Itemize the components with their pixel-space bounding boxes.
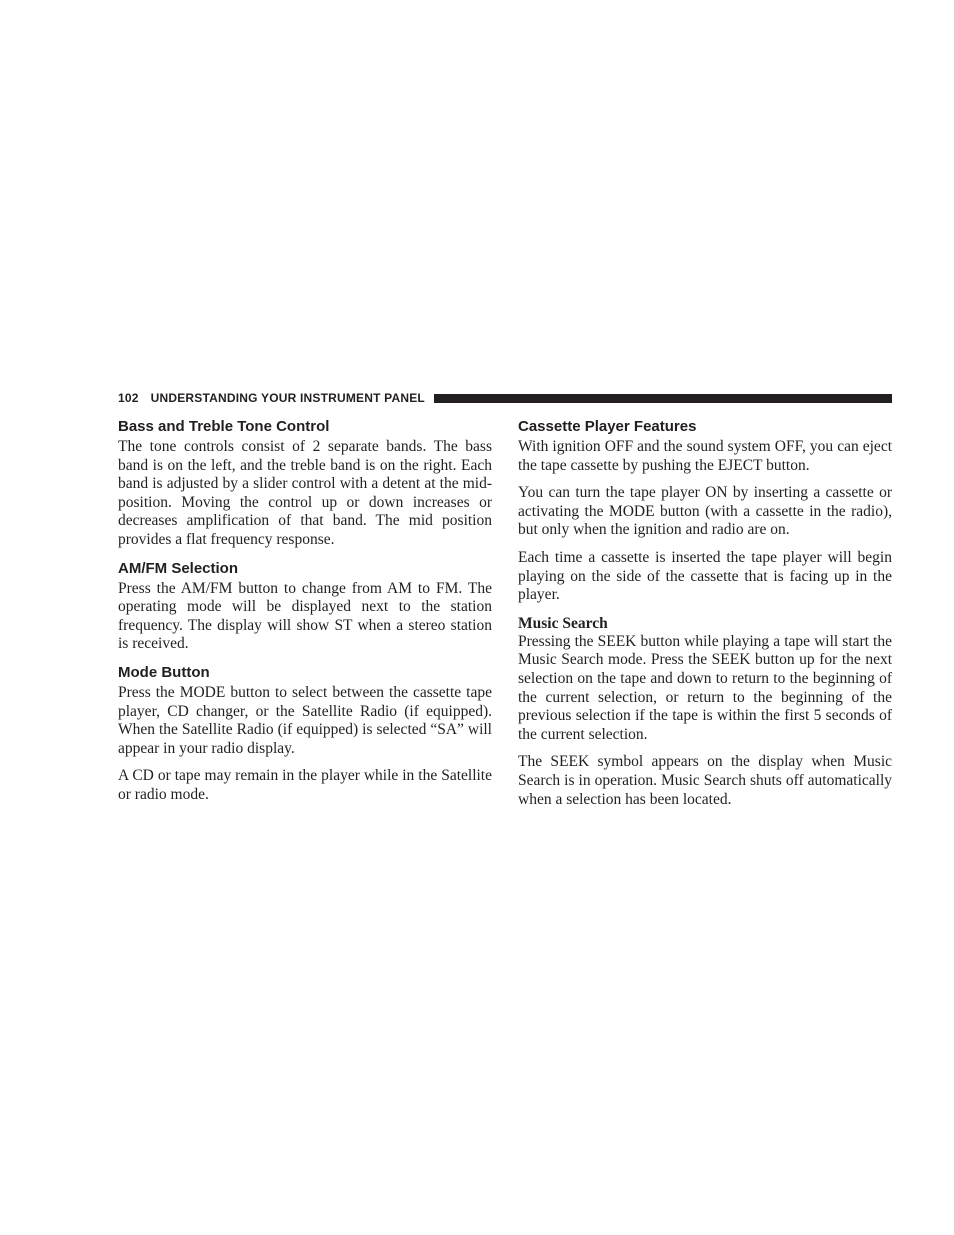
cassette-heading: Cassette Player Features (518, 418, 697, 435)
bass-treble-heading: Bass and Treble Tone Control (118, 418, 330, 435)
music-search-heading: Music Search (518, 614, 608, 632)
cassette-section (518, 417, 892, 605)
mode-button-section (118, 663, 492, 805)
right-column (518, 417, 892, 818)
amfm-heading: AM/FM Selection (118, 559, 239, 577)
bass-treble-paragraph: The tone controls consist of 2 separate bands. The bass band is on the left, and the treble band is on the right. Each band is adjusted by a slider control with a detent at the mid-position. Moving the control up or down increases or decreases amplification of that band. The mid position provides a flat frequency response. (118, 438, 492, 548)
header-rule (434, 394, 892, 403)
amfm-paragraph: Press the AM/FM button to change from AM to FM. The operating mode will be displayed next to the station frequency. The display will show ST when a stereo station is received. (118, 579, 492, 653)
running-section-title: UNDERSTANDING YOUR INSTRUMENT PANEL (150, 391, 425, 405)
page-number: 102 (118, 391, 139, 405)
mode-button-paragraph-2: A CD or tape may remain in the player while in the Satellite or radio mode. (118, 767, 492, 803)
bass-treble-section (118, 417, 492, 550)
music-search-paragraph-2: The SEEK symbol appears on the display when Music Search is in operation. Music Search shuts off automatically when a selection has been located. (518, 753, 892, 808)
music-search-paragraph-1: Pressing the SEEK button while playing a tape will start the Music Search mode. Press the SEEK button up for the next selection on the tape and down to return to the beginning of the current selection, or return to the beginning of the previous selection if the tape is within the first 5 seconds of the current selection. (518, 632, 892, 743)
left-column (118, 417, 492, 814)
mode-button-paragraph-1: Press the MODE button to select between the cassette tape player, CD changer, or the Satellite Radio (if equipped). When the Satellite Radio (if equipped) is selected “SA” will appear in your radio display. (118, 683, 492, 757)
cassette-paragraph-3: Each time a cassette is inserted the tape player will begin playing on the side of the cassette that is facing up in the player. (518, 548, 892, 604)
music-search-section (518, 614, 892, 809)
cassette-paragraph-2: You can turn the tape player ON by inserting a cassette or activating the MODE button (with a cassette in the radio), but only when the ignition and radio are on. (518, 484, 892, 539)
amfm-section (118, 559, 492, 654)
cassette-paragraph-1: With ignition OFF and the sound system OFF, you can eject the tape cassette by pushing the EJECT button. (518, 438, 892, 474)
page-header (118, 390, 892, 406)
mode-button-heading: Mode Button (118, 663, 210, 681)
